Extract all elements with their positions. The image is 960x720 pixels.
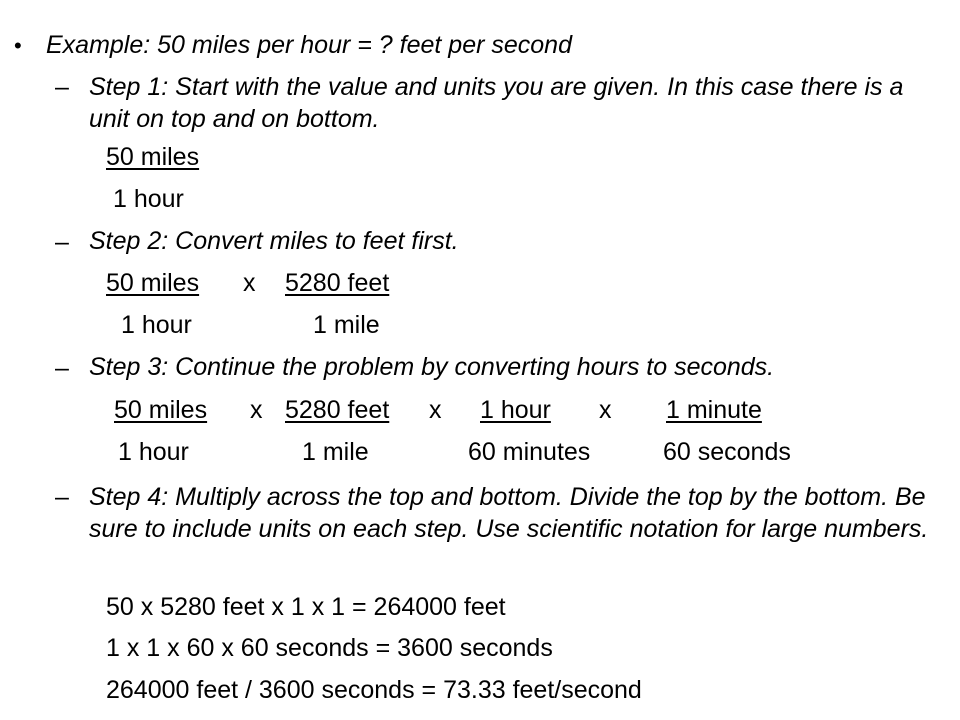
step3-den-b: 1 mile [302, 438, 369, 466]
step4-calc-result: 264000 feet / 3600 seconds = 73.33 feet/second [106, 676, 642, 704]
step3-times-1: x [250, 396, 263, 424]
step3-num-c: 1 hour [480, 396, 551, 424]
step3-num-b: 5280 feet [285, 396, 390, 424]
step4-text: Step 4: Multiply across the top and bottom. Divide the top by the bottom. Be sure to include units on each step. Use scientific notation for large numbers. [89, 483, 929, 543]
step2-num-a: 50 miles [106, 269, 200, 297]
bullet-icon: • [14, 33, 22, 58]
step2-den-a: 1 hour [121, 311, 192, 339]
step3-text: Step 3: Continue the problem by converting hours to seconds. [89, 353, 775, 381]
step3-num-a: 50 miles [114, 396, 208, 424]
step2-den-b: 1 mile [313, 311, 380, 339]
step3-num-d: 1 minute [666, 396, 762, 424]
example-line: Example: 50 miles per hour = ? feet per second [46, 31, 572, 59]
step2-num-b: 5280 feet [285, 269, 390, 297]
step1-numerator: 50 miles [106, 143, 200, 171]
step3-times-2: x [429, 396, 442, 424]
step3-den-a: 1 hour [118, 438, 189, 466]
step3-den-d: 60 seconds [663, 438, 791, 466]
step3-times-3: x [599, 396, 612, 424]
dash-icon: – [55, 228, 69, 256]
step2-times: x [243, 269, 256, 297]
dash-icon: – [55, 354, 69, 382]
dash-icon: – [55, 73, 69, 101]
step2-text: Step 2: Convert miles to feet first. [89, 227, 459, 255]
dash-icon: – [55, 483, 69, 511]
step4-calc-top: 50 x 5280 feet x 1 x 1 = 264000 feet [106, 593, 506, 621]
step1-text: Step 1: Start with the value and units you are given. In this case there is a unit on top and on bottom. [89, 73, 904, 133]
step4-calc-bottom: 1 x 1 x 60 x 60 seconds = 3600 seconds [106, 634, 553, 662]
step1-denominator: 1 hour [113, 185, 184, 213]
step3-den-c: 60 minutes [468, 438, 591, 466]
